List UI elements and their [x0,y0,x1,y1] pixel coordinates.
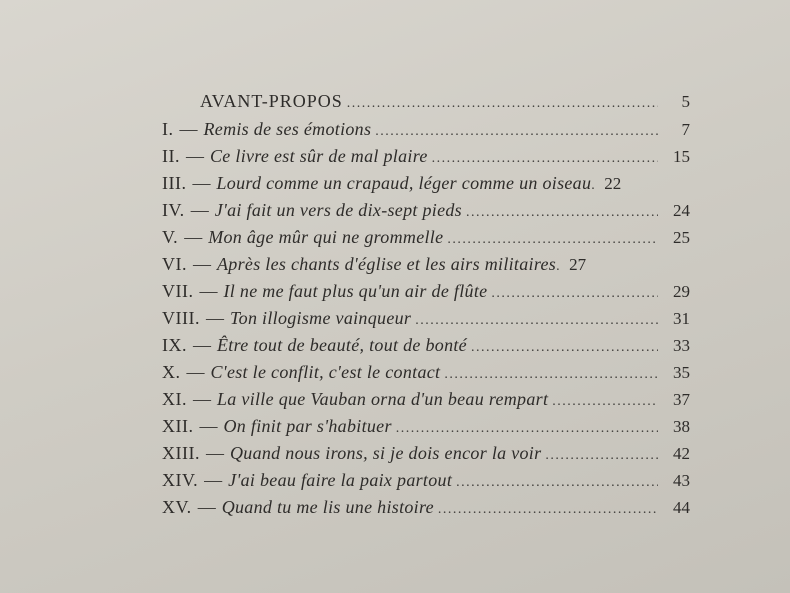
toc-entry [162,305,690,331]
toc-page-number: 27 [569,255,587,274]
chapter-title: On finit par s'habituer [223,416,392,436]
dot-leader [456,470,658,496]
chapter-number: X. [162,362,181,382]
toc-page-number: 25 [673,228,690,247]
toc-entry [162,467,690,493]
dot-leader [552,389,658,415]
toc-page-number: 43 [673,471,690,490]
toc-heading: AVANT-PROPOS [200,91,343,111]
dot-leader [396,416,658,442]
toc-page-number: 7 [681,120,690,139]
toc-page-number: 38 [673,417,690,436]
toc-entry [162,143,690,169]
dot-leader [375,119,658,145]
chapter-title: Lourd comme un crapaud, léger comme un oiseau [216,173,592,193]
dot-leader [438,497,658,523]
dot-leader [491,281,658,307]
chapter-number: XIII. [162,443,200,463]
toc-entry [162,332,690,358]
toc-entry [162,359,690,385]
dash: — [179,119,198,139]
chapter-title: Remis de ses émotions [203,119,372,139]
chapter-title: Ce livre est sûr de mal plaire [210,146,428,166]
chapter-title: C'est le conflit, c'est le contact [210,362,441,382]
toc-entry [162,251,690,277]
dash: — [192,173,211,193]
chapter-number: VII. [162,281,194,301]
toc-page-number: 33 [673,336,690,355]
dash: — [193,254,211,274]
dash: — [204,470,223,490]
dash: — [184,227,203,247]
toc-entry-avant-propos [200,88,690,114]
dot-leader [347,91,658,117]
toc-page-number: 15 [673,147,690,166]
toc-entry [162,494,690,520]
toc-page-number: 24 [673,201,690,220]
chapter-title: La ville que Vauban orna d'un beau rempart [217,389,549,409]
chapter-number: XV. [162,497,192,517]
toc-entry [162,278,690,304]
chapter-number: III. [162,173,187,193]
toc-page-number: 35 [673,363,690,382]
chapter-title: Mon âge mûr qui ne grommelle [208,227,444,247]
dash: — [193,389,211,409]
chapter-title: Quand tu me lis une histoire [221,497,434,517]
chapter-number: XI. [162,389,187,409]
toc-entry [162,386,690,412]
chapter-number: II. [162,146,180,166]
chapter-title: J'ai beau faire la paix partout [228,470,453,490]
chapter-title: Quand nous irons, si je dois encor la voir [229,443,542,463]
chapter-number: V. [162,227,179,247]
chapter-title: Être tout de beauté, tout de bonté [217,335,467,355]
dot-leader [444,362,658,388]
chapter-number: IX. [162,335,187,355]
dash: — [199,416,218,436]
dash: — [197,497,216,517]
chapter-number: XIV. [162,470,199,490]
toc-page-number: 29 [673,282,690,301]
toc-entry [162,116,690,142]
toc-page-number: 44 [673,498,690,517]
toc-entry [162,413,690,439]
toc-page-number: 5 [681,92,690,111]
chapter-title: Ton illogisme vainqueur [229,308,412,328]
toc-entry [162,197,690,223]
dot-leader [545,443,658,469]
toc-entry [162,440,690,466]
dot-leader [447,227,658,253]
chapter-title: J'ai fait un vers de dix-sept pieds [214,200,462,220]
dash: — [190,200,209,220]
toc-page-number: 37 [673,390,690,409]
dot-leader [471,335,658,361]
dash: — [205,308,224,328]
chapter-number: VIII. [162,308,200,328]
dot-leader [466,200,658,226]
dash: — [205,443,224,463]
dash: — [199,281,218,301]
chapter-number: I. [162,119,174,139]
chapter-number: VI. [162,254,187,274]
dash: — [186,362,205,382]
toc-page-number: 42 [673,444,690,463]
dot-leader [415,308,658,334]
toc-entry [162,224,690,250]
dot-leader [432,146,658,172]
dash: — [186,146,204,166]
chapter-number: IV. [162,200,185,220]
dash: — [193,335,211,355]
chapter-title: Après les chants d'église et les airs militaires [217,254,557,274]
toc-entry [162,170,690,196]
chapter-title: Il ne me faut plus qu'un air de flûte [223,281,488,301]
toc-page-number: 22 [604,174,622,193]
chapter-number: XII. [162,416,194,436]
toc-page-number: 31 [673,309,690,328]
